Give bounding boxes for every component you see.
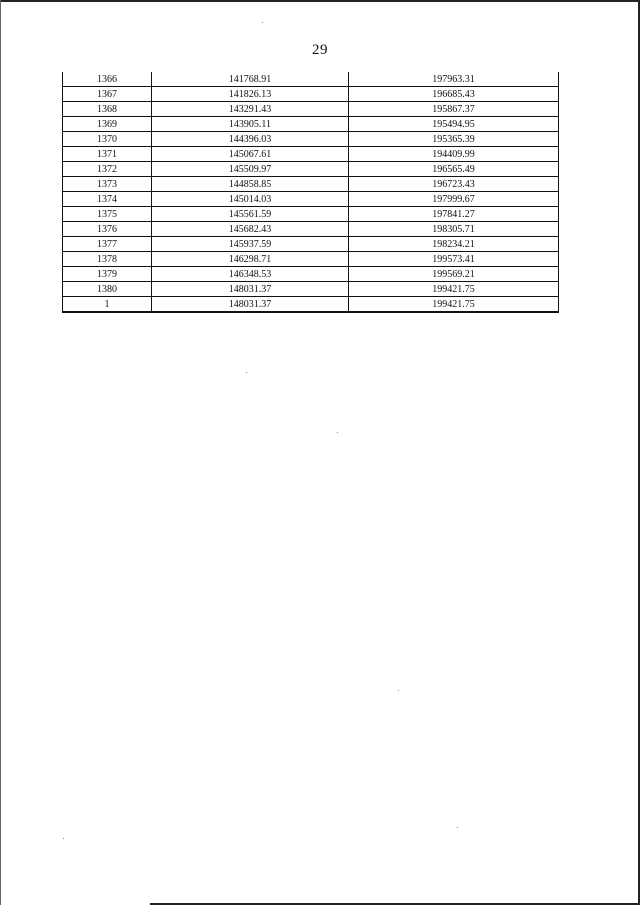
x-coordinate-cell: 145509.97 <box>152 162 349 177</box>
point-id-cell: 1377 <box>63 237 152 252</box>
y-coordinate-cell: 196723.43 <box>349 177 559 192</box>
y-coordinate-cell: 197963.31 <box>349 72 559 87</box>
scan-speck <box>63 838 64 839</box>
y-coordinate-cell: 198234.21 <box>349 237 559 252</box>
y-coordinate-cell: 199421.75 <box>349 297 559 313</box>
x-coordinate-cell: 145561.59 <box>152 207 349 222</box>
point-id-cell: 1373 <box>63 177 152 192</box>
table-row <box>63 237 559 252</box>
point-id-cell: 1367 <box>63 87 152 102</box>
table-row <box>63 102 559 117</box>
table-row <box>63 252 559 267</box>
table-row <box>63 147 559 162</box>
x-coordinate-cell: 145067.61 <box>152 147 349 162</box>
point-id-cell: 1374 <box>63 192 152 207</box>
x-coordinate-cell: 146298.71 <box>152 252 349 267</box>
x-coordinate-cell: 143291.43 <box>152 102 349 117</box>
scan-border-top <box>0 0 640 2</box>
point-id-cell: 1368 <box>63 102 152 117</box>
table-row <box>63 87 559 102</box>
scan-speck <box>246 372 247 373</box>
x-coordinate-cell: 145014.03 <box>152 192 349 207</box>
table-row <box>63 267 559 282</box>
scan-border-left <box>0 0 1 905</box>
table-row <box>63 207 559 222</box>
point-id-cell: 1379 <box>63 267 152 282</box>
point-id-cell: 1372 <box>63 162 152 177</box>
point-id-cell: 1370 <box>63 132 152 147</box>
y-coordinate-cell: 199573.41 <box>349 252 559 267</box>
point-id-cell: 1378 <box>63 252 152 267</box>
x-coordinate-cell: 141826.13 <box>152 87 349 102</box>
y-coordinate-cell: 195867.37 <box>349 102 559 117</box>
point-id-cell: 1380 <box>63 282 152 297</box>
x-coordinate-cell: 146348.53 <box>152 267 349 282</box>
scan-speck <box>457 827 458 828</box>
table-row <box>63 297 559 313</box>
y-coordinate-cell: 196685.43 <box>349 87 559 102</box>
table-row <box>63 177 559 192</box>
y-coordinate-cell: 199421.75 <box>349 282 559 297</box>
table-row <box>63 162 559 177</box>
table-row <box>63 117 559 132</box>
x-coordinate-cell: 145937.59 <box>152 237 349 252</box>
coordinates-table <box>62 72 559 313</box>
scan-speck <box>337 432 338 433</box>
y-coordinate-cell: 195365.39 <box>349 132 559 147</box>
y-coordinate-cell: 197841.27 <box>349 207 559 222</box>
x-coordinate-cell: 141768.91 <box>152 72 349 87</box>
table-row <box>63 132 559 147</box>
table-row <box>63 282 559 297</box>
table-row <box>63 192 559 207</box>
point-id-cell: 1375 <box>63 207 152 222</box>
y-coordinate-cell: 195494.95 <box>349 117 559 132</box>
y-coordinate-cell: 194409.99 <box>349 147 559 162</box>
scan-speck <box>398 690 399 691</box>
table-row <box>63 222 559 237</box>
y-coordinate-cell: 196565.49 <box>349 162 559 177</box>
point-id-cell: 1369 <box>63 117 152 132</box>
x-coordinate-cell: 144396.03 <box>152 132 349 147</box>
x-coordinate-cell: 144858.85 <box>152 177 349 192</box>
y-coordinate-cell: 199569.21 <box>349 267 559 282</box>
scan-speck <box>262 22 263 23</box>
point-id-cell: 1 <box>63 297 152 313</box>
y-coordinate-cell: 198305.71 <box>349 222 559 237</box>
x-coordinate-cell: 148031.37 <box>152 282 349 297</box>
page-number: 29 <box>312 42 328 58</box>
x-coordinate-cell: 143905.11 <box>152 117 349 132</box>
point-id-cell: 1366 <box>63 72 152 87</box>
x-coordinate-cell: 148031.37 <box>152 297 349 313</box>
point-id-cell: 1371 <box>63 147 152 162</box>
point-id-cell: 1376 <box>63 222 152 237</box>
y-coordinate-cell: 197999.67 <box>349 192 559 207</box>
table-row <box>63 72 559 87</box>
x-coordinate-cell: 145682.43 <box>152 222 349 237</box>
